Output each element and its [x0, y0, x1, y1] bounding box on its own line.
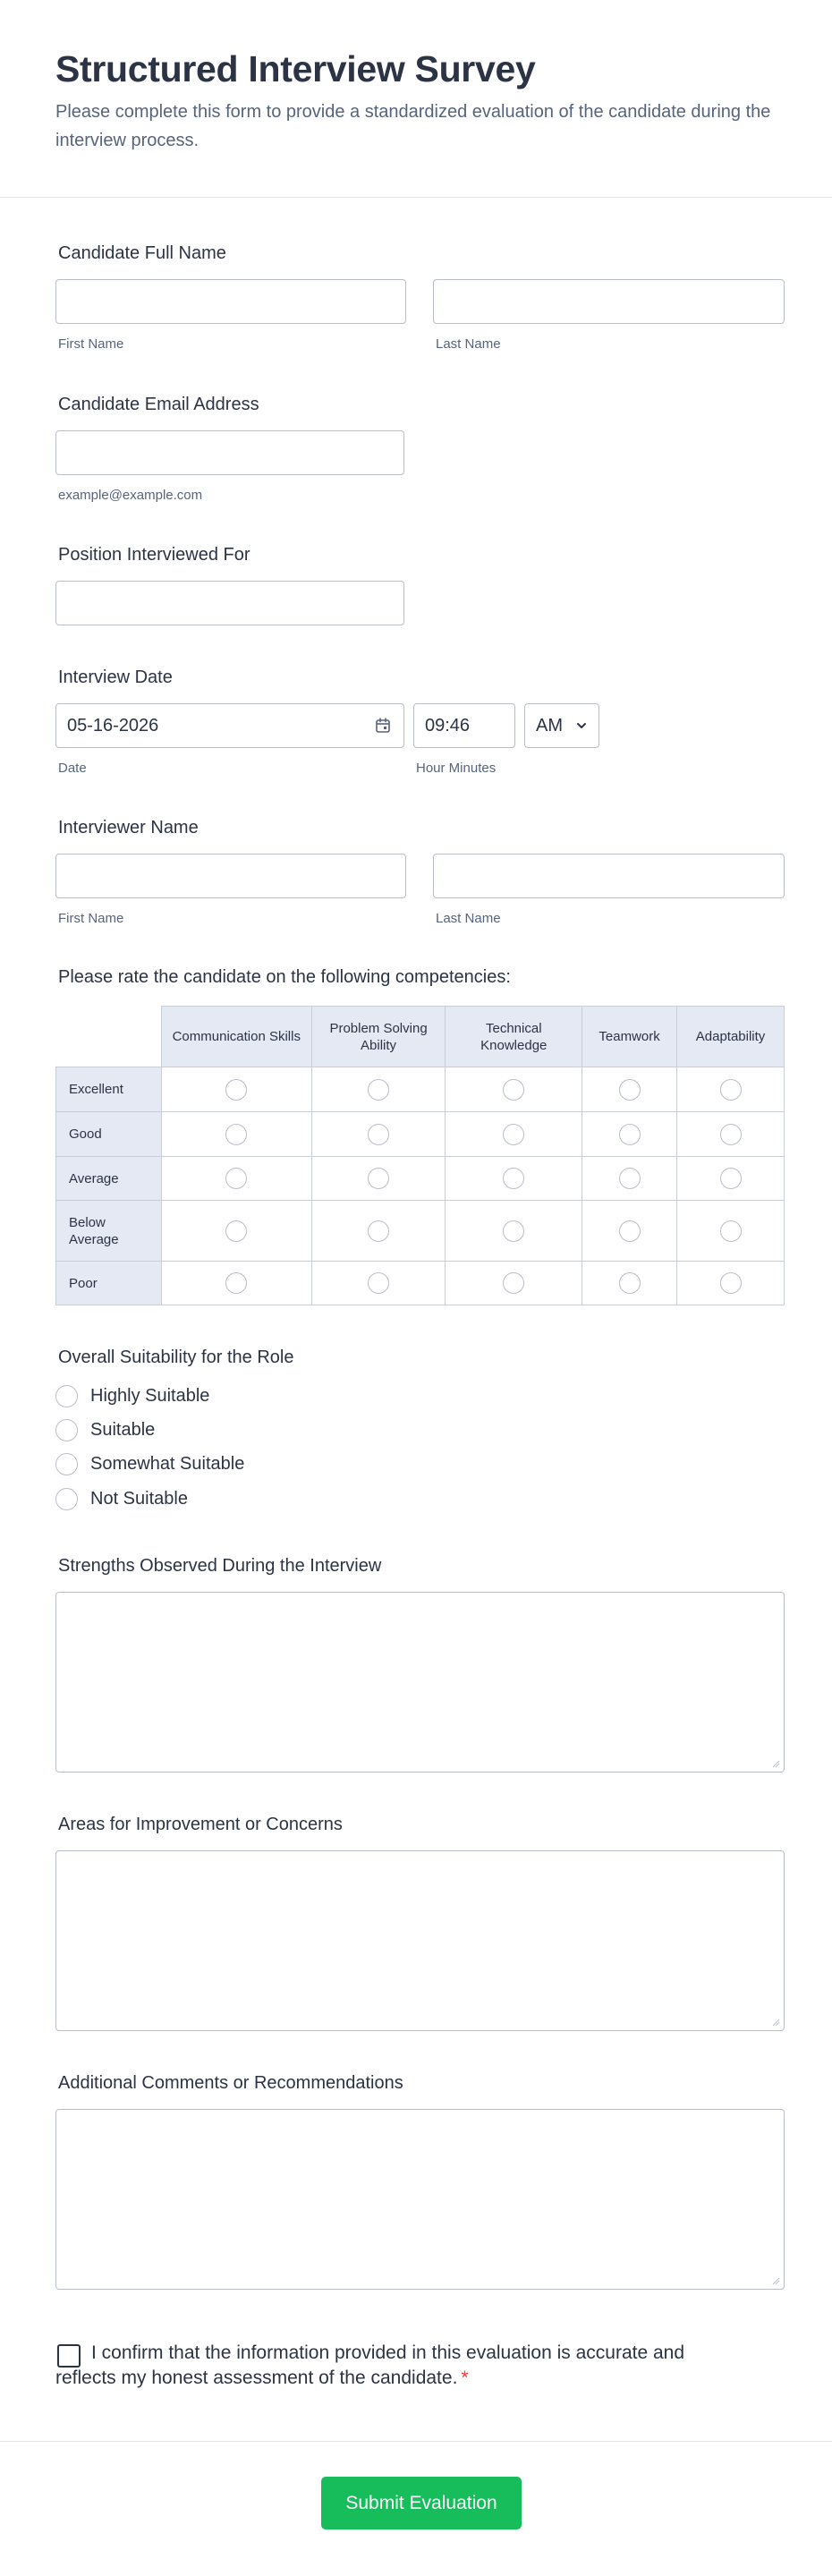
strengths-label: Strengths Observed During the Interview [58, 1556, 382, 1576]
matrix-cell[interactable] [311, 1112, 446, 1157]
matrix-cell[interactable] [677, 1157, 785, 1201]
matrix-cell[interactable] [446, 1262, 582, 1305]
matrix-cell[interactable] [446, 1067, 582, 1112]
interview-time-value: 09:46 [425, 716, 471, 735]
form-subtitle: Please complete this form to provide a standardized evaluation of the candidate during the interview process. [55, 102, 771, 150]
matrix-radio[interactable] [503, 1124, 524, 1145]
matrix-cell[interactable] [677, 1201, 785, 1262]
calendar-icon[interactable] [375, 718, 391, 734]
suitability-option-highly-suitable[interactable] [55, 1385, 209, 1407]
matrix-col-communication: Communication Skills [161, 1007, 311, 1067]
interview-date-value: 05-16-2026 [67, 716, 159, 735]
matrix-corner [56, 1007, 162, 1067]
footer-divider [0, 2441, 832, 2442]
matrix-radio[interactable] [368, 1079, 389, 1101]
submit-button[interactable]: Submit Evaluation [321, 2477, 522, 2529]
matrix-cell[interactable] [582, 1201, 677, 1262]
matrix-cell[interactable] [677, 1067, 785, 1112]
matrix-radio[interactable] [720, 1272, 742, 1294]
matrix-cell[interactable] [446, 1201, 582, 1262]
resize-grip-icon[interactable] [771, 2276, 780, 2285]
confirm-label: I confirm that the information provided in this evaluation is accurate and reflects my honest assessment of the candidate. [55, 2342, 685, 2388]
matrix-radio[interactable] [503, 1272, 524, 1294]
matrix-radio[interactable] [368, 1124, 389, 1145]
matrix-cell[interactable] [582, 1157, 677, 1201]
matrix-radio[interactable] [225, 1168, 247, 1189]
matrix-radio[interactable] [720, 1220, 742, 1242]
suitability-option-not-suitable[interactable] [55, 1488, 188, 1510]
matrix-radio[interactable] [619, 1220, 641, 1242]
matrix-cell[interactable] [677, 1262, 785, 1305]
matrix-row-good: Good [56, 1112, 162, 1157]
candidate-email-sublabel: example@example.com [58, 488, 203, 503]
candidate-last-name-input[interactable] [433, 279, 785, 324]
position-input[interactable] [55, 581, 404, 625]
matrix-cell[interactable] [311, 1201, 446, 1262]
interviewer-name-label: Interviewer Name [58, 818, 199, 837]
suitability-option-somewhat-suitable[interactable] [55, 1453, 244, 1475]
matrix-radio[interactable] [619, 1272, 641, 1294]
suitability-option-label: Suitable [90, 1420, 156, 1440]
matrix-cell[interactable] [677, 1112, 785, 1157]
matrix-radio[interactable] [720, 1079, 742, 1101]
suitability-option-label: Not Suitable [90, 1489, 188, 1509]
matrix-cell[interactable] [582, 1262, 677, 1305]
matrix-radio[interactable] [619, 1124, 641, 1145]
interview-date-input[interactable] [55, 703, 404, 748]
matrix-row-excellent: Excellent [56, 1067, 162, 1112]
matrix-radio[interactable] [619, 1079, 641, 1101]
matrix-radio[interactable] [720, 1124, 742, 1145]
matrix-radio[interactable] [619, 1168, 641, 1189]
ampm-value: AM [536, 716, 563, 735]
chevron-down-icon [575, 719, 588, 732]
matrix-radio[interactable] [368, 1168, 389, 1189]
radio-button[interactable] [55, 1419, 78, 1441]
matrix-cell[interactable] [161, 1067, 311, 1112]
matrix-cell[interactable] [446, 1157, 582, 1201]
matrix-cell[interactable] [582, 1112, 677, 1157]
resize-grip-icon[interactable] [771, 1759, 780, 1768]
radio-button[interactable] [55, 1488, 78, 1510]
comments-label: Additional Comments or Recommendations [58, 2073, 403, 2093]
matrix-radio[interactable] [225, 1220, 247, 1242]
matrix-cell[interactable] [311, 1067, 446, 1112]
competency-matrix [55, 1006, 785, 1305]
matrix-radio[interactable] [225, 1124, 247, 1145]
position-label: Position Interviewed For [58, 545, 250, 565]
form-title: Structured Interview Survey [55, 48, 536, 89]
radio-button[interactable] [55, 1385, 78, 1407]
interviewer-first-name-sublabel: First Name [58, 911, 124, 926]
candidate-email-input[interactable] [55, 430, 404, 475]
interviewer-first-name-input[interactable] [55, 854, 406, 898]
matrix-radio[interactable] [503, 1168, 524, 1189]
matrix-radio[interactable] [368, 1272, 389, 1294]
required-mark: * [461, 2368, 469, 2388]
strengths-textarea[interactable] [55, 1592, 785, 1773]
form-header [0, 0, 832, 198]
matrix-radio[interactable] [225, 1079, 247, 1101]
matrix-cell[interactable] [446, 1112, 582, 1157]
candidate-last-name-sublabel: Last Name [436, 336, 501, 352]
matrix-col-adaptability: Adaptability [677, 1007, 785, 1067]
matrix-cell[interactable] [311, 1157, 446, 1201]
candidate-first-name-input[interactable] [55, 279, 406, 324]
interview-time-sublabel: Hour Minutes [416, 761, 497, 776]
matrix-row-below-average: Below Average [56, 1201, 162, 1262]
matrix-col-teamwork: Teamwork [582, 1007, 677, 1067]
matrix-row-poor: Poor [56, 1262, 162, 1305]
interview-date-sublabel: Date [58, 761, 87, 776]
matrix-col-technical: Technical Knowledge [446, 1007, 582, 1067]
comments-textarea[interactable] [55, 2109, 785, 2290]
interview-time-input[interactable] [413, 703, 515, 748]
candidate-email-label: Candidate Email Address [58, 395, 259, 414]
matrix-cell[interactable] [161, 1157, 311, 1201]
interview-date-label: Interview Date [58, 667, 173, 687]
matrix-radio[interactable] [720, 1168, 742, 1189]
matrix-cell[interactable] [161, 1112, 311, 1157]
resize-grip-icon[interactable] [771, 2018, 780, 2027]
candidate-first-name-sublabel: First Name [58, 336, 124, 352]
suitability-option-suitable[interactable] [55, 1419, 155, 1441]
matrix-cell[interactable] [161, 1201, 311, 1262]
matrix-cell[interactable] [161, 1262, 311, 1305]
suitability-option-label: Somewhat Suitable [90, 1454, 245, 1474]
matrix-col-problem-solving: Problem Solving Ability [311, 1007, 446, 1067]
matrix-radio[interactable] [225, 1272, 247, 1294]
suitability-option-label: Highly Suitable [90, 1386, 210, 1406]
matrix-cell[interactable] [582, 1067, 677, 1112]
competencies-label: Please rate the candidate on the following competencies: [58, 967, 511, 987]
improvement-textarea[interactable] [55, 1850, 785, 2031]
ampm-select[interactable] [524, 703, 599, 748]
suitability-label: Overall Suitability for the Role [58, 1348, 294, 1367]
candidate-name-label: Candidate Full Name [58, 243, 226, 263]
matrix-cell[interactable] [311, 1262, 446, 1305]
interviewer-last-name-input[interactable] [433, 854, 785, 898]
matrix-row-average: Average [56, 1157, 162, 1201]
radio-button[interactable] [55, 1453, 78, 1475]
matrix-radio[interactable] [368, 1220, 389, 1242]
confirm-text [55, 2341, 735, 2391]
improvement-label: Areas for Improvement or Concerns [58, 1815, 343, 1834]
interviewer-last-name-sublabel: Last Name [436, 911, 501, 926]
matrix-radio[interactable] [503, 1079, 524, 1101]
matrix-radio[interactable] [503, 1220, 524, 1242]
